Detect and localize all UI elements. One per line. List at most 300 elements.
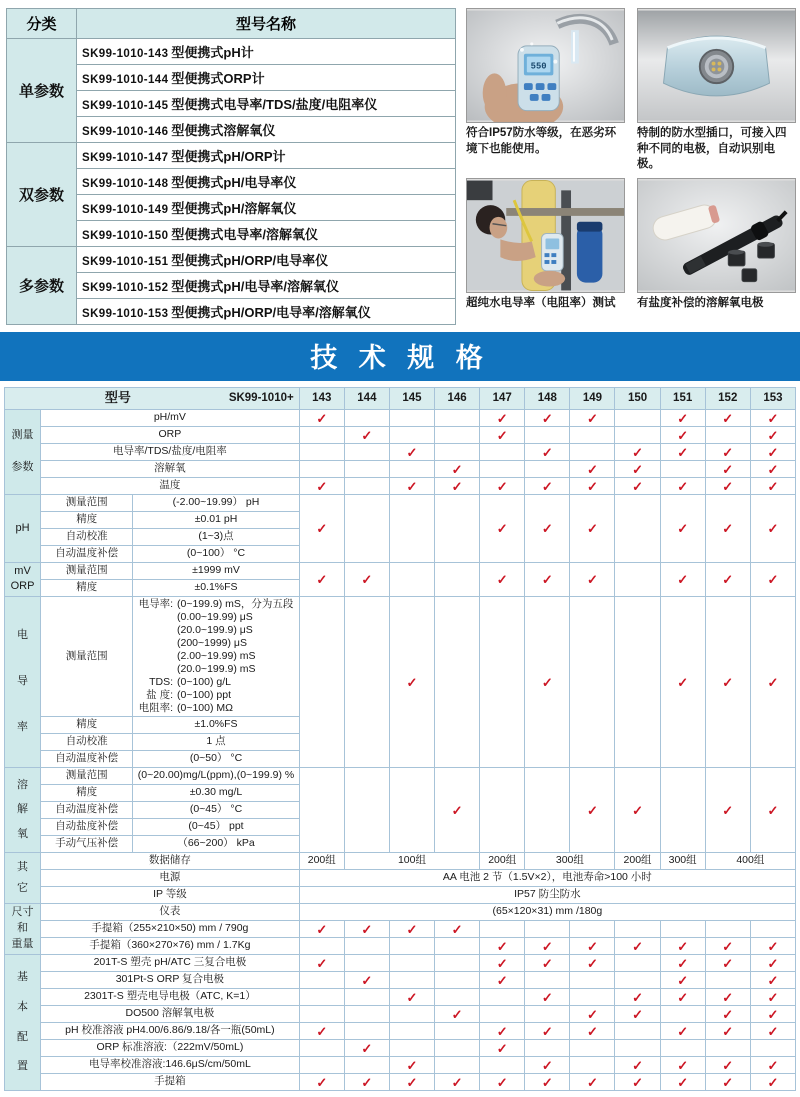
spec-row-label: 仪表 — [41, 904, 300, 921]
spec-value: ±0.1%FS — [133, 580, 299, 597]
check-mark: ✓ — [615, 461, 660, 478]
spec-data-cell: 100组 — [344, 853, 479, 870]
spec-row-label: pH/mV — [41, 410, 300, 427]
check-cell-empty — [344, 938, 389, 955]
check-cell-empty — [344, 410, 389, 427]
check-cell-empty — [435, 410, 480, 427]
spec-table — [4, 387, 796, 1091]
spec-row-basic-config — [5, 1057, 796, 1074]
model-cell — [77, 299, 456, 325]
spec-row-size-weight — [5, 921, 796, 938]
check-mark: ✓ — [480, 972, 525, 989]
do-electrode-photo — [637, 178, 796, 293]
check-cell-empty — [480, 597, 525, 768]
check-cell-empty — [615, 955, 660, 972]
spec-value: 1 点 — [133, 734, 299, 751]
model-col-header: 152 — [705, 388, 750, 410]
spec-header-row — [5, 388, 796, 410]
spec-row-label: pH 校准溶液 pH4.00/6.86/9.18/各一瓶(50mL) — [41, 1023, 300, 1040]
check-mark: ✓ — [435, 1006, 480, 1023]
model-cell — [77, 195, 456, 221]
spec-row-label: 301Pt-S ORP 复合电极 — [41, 972, 300, 989]
conductivity-test-photo — [466, 178, 625, 293]
check-mark: ✓ — [705, 597, 750, 768]
check-mark: ✓ — [344, 921, 389, 938]
group-label-line: 解 — [17, 803, 29, 816]
spec-value-text: (0~100) ppt — [177, 689, 231, 701]
check-mark: ✓ — [705, 1023, 750, 1040]
check-mark: ✓ — [570, 563, 615, 597]
check-cell-empty — [435, 938, 480, 955]
check-mark: ✓ — [480, 1023, 525, 1040]
check-cell-empty — [570, 972, 615, 989]
model-name: 型便携式电导率/TDS/盐度/电阻率仪 — [171, 97, 378, 112]
spec-value-text: (20.0~199.9) mS — [177, 663, 256, 675]
model-col-header: 148 — [525, 388, 570, 410]
check-mark: ✓ — [570, 768, 615, 853]
spec-data-cell: 200组 — [299, 853, 344, 870]
model-cell — [77, 39, 456, 65]
check-mark: ✓ — [705, 768, 750, 853]
models-table-row — [7, 143, 456, 169]
check-cell-empty — [570, 989, 615, 1006]
group-label-line: 电 — [17, 629, 29, 642]
check-mark: ✓ — [750, 461, 795, 478]
check-mark: ✓ — [435, 478, 480, 495]
check-cell-empty — [480, 444, 525, 461]
category-cell: 单参数 — [7, 39, 77, 143]
check-mark: ✓ — [705, 989, 750, 1006]
check-cell-empty — [344, 444, 389, 461]
check-cell-empty — [389, 768, 434, 853]
spec-value: (0~20.00)mg/L(ppm),(0~199.9) % — [133, 768, 299, 785]
model-code: SK99-1010-150 — [82, 230, 169, 242]
check-cell-empty — [660, 768, 705, 853]
spec-value-text: (20.0~199.9) μS — [177, 624, 253, 636]
check-mark: ✓ — [750, 1074, 795, 1091]
check-mark: ✓ — [750, 563, 795, 597]
check-cell-empty — [299, 444, 344, 461]
spec-value-text: (0~199.9) mS，分为五段 — [177, 598, 294, 610]
check-cell-empty — [480, 1057, 525, 1074]
spec-data-cell: 200组 — [480, 853, 525, 870]
spec-value: ±0.30 mg/L — [133, 785, 299, 802]
check-mark: ✓ — [750, 444, 795, 461]
check-mark: ✓ — [389, 989, 434, 1006]
model-code: SK99-1010-145 — [82, 100, 169, 112]
check-mark: ✓ — [435, 768, 480, 853]
category-cell: 多参数 — [7, 247, 77, 325]
check-mark: ✓ — [750, 989, 795, 1006]
spec-value-prefix — [139, 637, 173, 650]
group-label-line: mV — [14, 564, 31, 577]
spec-value-lines — [139, 598, 294, 715]
check-mark: ✓ — [705, 495, 750, 563]
check-mark: ✓ — [389, 1074, 434, 1091]
check-mark: ✓ — [435, 921, 480, 938]
check-cell-empty — [389, 1006, 434, 1023]
check-cell-empty — [750, 921, 795, 938]
check-cell-empty — [344, 495, 389, 563]
model-col-header: 151 — [660, 388, 705, 410]
check-mark: ✓ — [705, 478, 750, 495]
check-cell-empty — [299, 1040, 344, 1057]
check-cell-empty — [344, 478, 389, 495]
check-cell-empty — [525, 1006, 570, 1023]
model-name: 型便携式pH/电导率仪 — [171, 175, 297, 190]
photo-card-connector — [637, 8, 796, 173]
group-label-line: 导 — [17, 675, 29, 688]
check-mark: ✓ — [660, 495, 705, 563]
model-code: SK99-1010-146 — [82, 126, 169, 138]
check-mark: ✓ — [750, 597, 795, 768]
check-cell-empty — [435, 972, 480, 989]
check-cell-empty — [435, 955, 480, 972]
spec-row-label: 自动温度补偿 — [41, 802, 133, 819]
photo-card-waterproof-meter — [466, 8, 625, 173]
spec-value-text: (0~100) g/L — [177, 676, 231, 688]
spec-row-label: 测量范围 — [41, 597, 133, 717]
check-cell-empty — [344, 597, 389, 768]
photo-card-do-electrode — [637, 178, 796, 312]
model-col-header: 147 — [480, 388, 525, 410]
check-cell-empty — [299, 768, 344, 853]
check-mark: ✓ — [570, 495, 615, 563]
group-label-lines — [5, 495, 40, 562]
models-table-body — [7, 39, 456, 325]
check-cell-empty — [389, 427, 434, 444]
check-cell-empty — [525, 921, 570, 938]
check-cell-empty — [480, 461, 525, 478]
group-label-line: 重量 — [11, 938, 34, 951]
spec-value: (-2.00~19.99） pH — [133, 495, 299, 512]
group-label-line: 率 — [17, 721, 29, 734]
group-label-line: 它 — [17, 881, 29, 894]
check-mark: ✓ — [389, 478, 434, 495]
check-mark: ✓ — [660, 427, 705, 444]
model-code: SK99-1010-143 — [82, 48, 169, 60]
spec-row-basic-config — [5, 989, 796, 1006]
group-label-line: 置 — [17, 1060, 29, 1073]
group-label-line: 溶 — [17, 778, 29, 791]
group-label-other — [5, 853, 41, 904]
spec-row-label: 溶解氧 — [41, 461, 300, 478]
check-mark: ✓ — [389, 444, 434, 461]
group-label-line: pH — [15, 521, 30, 534]
model-col-header: 153 — [750, 388, 795, 410]
spec-row-label: 201T-S 塑壳 pH/ATC 三复合电极 — [41, 955, 300, 972]
check-cell-empty — [299, 938, 344, 955]
check-mark: ✓ — [660, 1023, 705, 1040]
check-cell-empty — [750, 1040, 795, 1057]
model-col-header: 145 — [389, 388, 434, 410]
check-mark: ✓ — [480, 938, 525, 955]
spec-row-other — [5, 853, 796, 870]
spec-row-measure-params — [5, 461, 796, 478]
check-mark: ✓ — [299, 1023, 344, 1040]
spec-span-value: IP57 防尘防水 — [299, 887, 795, 904]
category-cell: 双参数 — [7, 143, 77, 247]
spec-row-label: 电导率校准溶液:146.6μS/cm/50mL — [41, 1057, 300, 1074]
check-cell-empty — [615, 495, 660, 563]
check-cell-empty — [570, 1057, 615, 1074]
group-label-dissolved-oxygen — [5, 768, 41, 853]
check-mark: ✓ — [660, 597, 705, 768]
group-label-lines — [5, 904, 40, 954]
check-mark: ✓ — [525, 495, 570, 563]
spec-value: (1~3)点 — [133, 529, 299, 546]
check-cell-empty — [570, 427, 615, 444]
spec-row-label: 自动温度补偿 — [41, 751, 133, 768]
model-col-header: 144 — [344, 388, 389, 410]
check-cell-empty — [615, 1040, 660, 1057]
svg-text:550: 550 — [530, 61, 547, 72]
check-mark: ✓ — [344, 1074, 389, 1091]
check-mark: ✓ — [525, 955, 570, 972]
check-cell-empty — [344, 1023, 389, 1040]
check-cell-empty — [435, 1023, 480, 1040]
spec-value-text: (200~1999) μS — [177, 637, 247, 649]
check-mark: ✓ — [660, 563, 705, 597]
spec-span-value: AA 电池 2 节（1.5V×2），电池寿命>100 小时 — [299, 870, 795, 887]
check-mark: ✓ — [750, 410, 795, 427]
check-cell-empty — [344, 989, 389, 1006]
group-label-mv-orp — [5, 563, 41, 597]
model-col-header: 146 — [435, 388, 480, 410]
spec-row-label: 温度 — [41, 478, 300, 495]
group-label-lines — [5, 853, 40, 903]
check-mark: ✓ — [660, 938, 705, 955]
check-cell-empty — [480, 989, 525, 1006]
check-mark: ✓ — [389, 597, 434, 768]
check-mark: ✓ — [705, 955, 750, 972]
spec-value-prefix: 电导率: — [138, 598, 173, 610]
spec-value-prefix — [139, 663, 173, 676]
model-cell — [77, 273, 456, 299]
conductivity-test-illustration — [467, 179, 624, 292]
check-mark: ✓ — [570, 955, 615, 972]
spec-row-label: ORP — [41, 427, 300, 444]
check-cell-empty — [389, 938, 434, 955]
check-mark: ✓ — [299, 563, 344, 597]
spec-row-label: 手提箱（255×210×50) mm / 790g — [41, 921, 300, 938]
spec-value-prefix: 盐 度: — [146, 689, 173, 701]
check-cell-empty — [570, 1040, 615, 1057]
model-code: SK99-1010-149 — [82, 204, 169, 216]
check-cell-empty — [344, 461, 389, 478]
spec-value: (0~50） °C — [133, 751, 299, 768]
model-name: 型便携式pH/ORP计 — [171, 149, 286, 164]
check-mark: ✓ — [435, 461, 480, 478]
meter-under-faucet-photo — [466, 8, 625, 123]
spec-row-basic-config — [5, 1023, 796, 1040]
spec-row-label: IP 等级 — [41, 887, 300, 904]
spec-value: ±1999 mV — [133, 563, 299, 580]
group-label-line: ORP — [10, 580, 35, 593]
check-mark: ✓ — [525, 410, 570, 427]
check-mark: ✓ — [570, 1074, 615, 1091]
check-cell-empty — [299, 972, 344, 989]
spec-span-value: (65×120×31) mm /180g — [299, 904, 795, 921]
spec-header-left-inner — [7, 390, 297, 406]
check-mark: ✓ — [389, 921, 434, 938]
check-mark: ✓ — [705, 461, 750, 478]
check-mark: ✓ — [480, 955, 525, 972]
spec-value: (0~100） °C — [133, 546, 299, 563]
check-cell-empty — [299, 989, 344, 1006]
group-label-measure-params — [5, 410, 41, 495]
spec-row-label: ORP 标准溶液:（222mV/50mL) — [41, 1040, 300, 1057]
check-mark: ✓ — [570, 478, 615, 495]
check-mark: ✓ — [615, 444, 660, 461]
check-cell-empty — [705, 921, 750, 938]
check-mark: ✓ — [570, 410, 615, 427]
model-cell — [77, 65, 456, 91]
spec-row-label: 精度 — [41, 717, 133, 734]
check-cell-empty — [480, 768, 525, 853]
group-label-lines — [5, 768, 40, 852]
group-label-line: 本 — [17, 1000, 29, 1013]
check-mark: ✓ — [299, 955, 344, 972]
model-cell — [77, 143, 456, 169]
model-col-header: 149 — [570, 388, 615, 410]
group-label-basic-config — [5, 955, 41, 1091]
spec-data-cell: 400组 — [705, 853, 795, 870]
model-name: 型便携式pH/ORP/电导率/溶解氧仪 — [171, 305, 371, 320]
model-code: SK99-1010-148 — [82, 178, 169, 190]
check-cell-empty — [705, 1040, 750, 1057]
check-mark: ✓ — [750, 1023, 795, 1040]
check-mark: ✓ — [570, 938, 615, 955]
model-name: 型便携式pH计 — [171, 45, 254, 60]
model-name: 型便携式pH/溶解氧仪 — [171, 201, 297, 216]
check-cell-empty — [299, 427, 344, 444]
spec-row-size-weight — [5, 938, 796, 955]
check-mark: ✓ — [660, 1074, 705, 1091]
check-cell-empty — [389, 1023, 434, 1040]
check-mark: ✓ — [344, 427, 389, 444]
spec-row-label: 自动温度补偿 — [41, 546, 133, 563]
spec-row-size-weight — [5, 904, 796, 921]
check-mark: ✓ — [435, 1074, 480, 1091]
check-cell-empty — [480, 1006, 525, 1023]
group-label-lines — [5, 563, 40, 596]
check-mark: ✓ — [615, 938, 660, 955]
spec-row-dissolved-oxygen — [5, 768, 796, 785]
model-name: 型便携式溶解氧仪 — [171, 123, 276, 138]
group-label-line: 配 — [17, 1030, 29, 1043]
spec-data-cell: 200组 — [615, 853, 660, 870]
check-cell-empty — [389, 563, 434, 597]
check-cell-empty — [615, 563, 660, 597]
check-cell-empty — [570, 444, 615, 461]
photo-caption-do-electrode: 有盐度补偿的溶解氧电极 — [637, 296, 764, 309]
check-cell-empty — [299, 1006, 344, 1023]
spec-value: (0~45） ppt — [133, 819, 299, 836]
group-label-line: 氧 — [17, 827, 29, 840]
models-table — [6, 8, 456, 325]
check-mark: ✓ — [705, 444, 750, 461]
spec-row-basic-config — [5, 955, 796, 972]
model-cell — [77, 117, 456, 143]
check-cell-empty — [435, 1040, 480, 1057]
spec-row-label: 数据储存 — [41, 853, 300, 870]
check-mark: ✓ — [615, 1074, 660, 1091]
check-mark: ✓ — [480, 1074, 525, 1091]
check-mark: ✓ — [615, 768, 660, 853]
group-label-line: 尺寸 — [11, 906, 34, 919]
check-cell-empty — [615, 410, 660, 427]
spec-row-measure-params — [5, 478, 796, 495]
check-cell-empty — [615, 972, 660, 989]
check-mark: ✓ — [480, 410, 525, 427]
check-cell-empty — [525, 972, 570, 989]
check-cell-empty — [389, 495, 434, 563]
check-cell-empty — [615, 1023, 660, 1040]
spec-value-text: (2.00~19.99) mS — [177, 650, 256, 662]
check-mark: ✓ — [615, 989, 660, 1006]
check-mark: ✓ — [705, 563, 750, 597]
check-mark: ✓ — [525, 597, 570, 768]
spec-row-basic-config — [5, 1006, 796, 1023]
model-code: SK99-1010-147 — [82, 152, 169, 164]
check-cell-empty — [660, 461, 705, 478]
model-cell — [77, 247, 456, 273]
spec-row-label: 测量范围 — [41, 495, 133, 512]
check-mark: ✓ — [705, 1074, 750, 1091]
check-mark: ✓ — [525, 1074, 570, 1091]
check-mark: ✓ — [705, 1006, 750, 1023]
group-label-line: 参数 — [11, 461, 34, 474]
check-cell-empty — [660, 1006, 705, 1023]
models-header-category: 分类 — [7, 9, 77, 39]
spec-data-cell: 300组 — [525, 853, 615, 870]
spec-row-label: 手提箱（360×270×76) mm / 1.7Kg — [41, 938, 300, 955]
check-mark: ✓ — [525, 563, 570, 597]
photo-caption-waterproof-meter: 符合IP57防水等级，在恶劣环境下也能使用。 — [466, 127, 617, 155]
check-cell-empty — [525, 1040, 570, 1057]
group-label-ph — [5, 495, 41, 563]
model-col-header: 150 — [615, 388, 660, 410]
spec-row-label: 精度 — [41, 785, 133, 802]
spec-row-other — [5, 887, 796, 904]
group-label-line: 其 — [17, 860, 29, 873]
check-cell-empty — [660, 921, 705, 938]
spec-value-prefix — [139, 624, 173, 637]
spec-row-label: 手动气压补偿 — [41, 836, 133, 853]
check-cell-empty — [389, 410, 434, 427]
check-cell-empty — [570, 921, 615, 938]
check-mark: ✓ — [480, 563, 525, 597]
spec-row-other — [5, 870, 796, 887]
check-mark: ✓ — [344, 1040, 389, 1057]
spec-header-left — [5, 388, 300, 410]
check-mark: ✓ — [525, 989, 570, 1006]
spec-row-label: 测量范围 — [41, 563, 133, 580]
spec-row-label: 精度 — [41, 512, 133, 529]
check-cell-empty — [705, 427, 750, 444]
check-cell-empty — [435, 1057, 480, 1074]
models-header-name: 型号名称 — [77, 9, 456, 39]
check-mark: ✓ — [750, 1057, 795, 1074]
top-section — [0, 0, 800, 327]
model-name: 型便携式电导率/溶解氧仪 — [171, 227, 319, 242]
check-mark: ✓ — [705, 938, 750, 955]
spec-row-label: 手提箱 — [41, 1074, 300, 1091]
spec-table-body — [5, 388, 796, 1091]
model-code: SK99-1010-151 — [82, 256, 169, 268]
waterproof-connector-illustration — [638, 9, 795, 122]
